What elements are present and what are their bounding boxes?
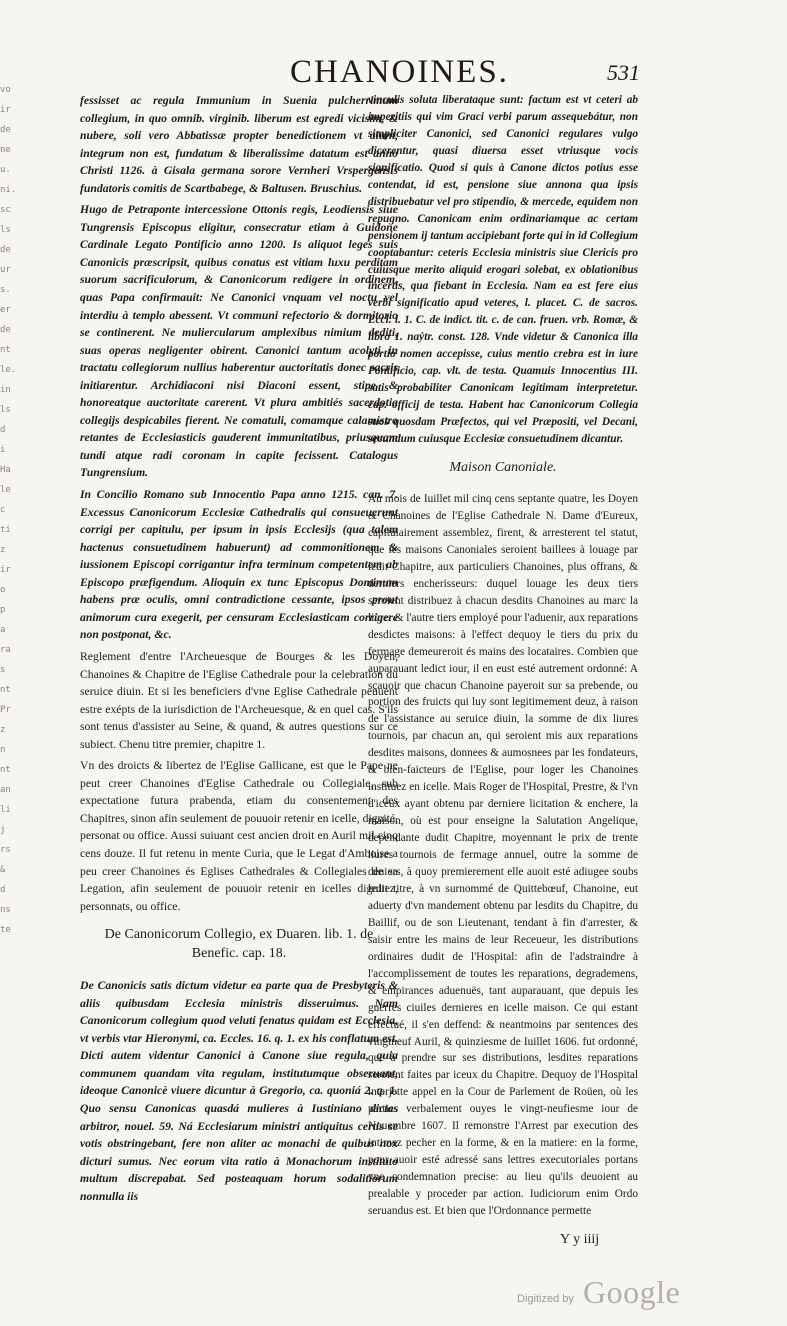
left-column (80, 92, 398, 1209)
gutter-fragment: ra (0, 645, 11, 655)
page-number: 531 (607, 60, 640, 85)
left-paragraph-3: In Concilio Romano sub Innocentio Papa anno 1215. can. 7. Excessus Canonicorum Ecclesiæ Cathedralis qui consueuerunt corrigi per capitulu, per ipsum in ipsis Ecclesijs (qua talem hactenus consuetudinem habuerunt) ad commonitionem & iussionem Episcopi corrigantur infra terminum competentem ab Episcopo præfigendum. Alioquin ex tunc Episcopus Dominum habens præ oculis, omni contradictione cessante, ipsos prout animorum cura exegerit, per censuram Ecclesiasticam corrigere non postponat, &c. (80, 488, 398, 642)
gutter-fragment: de (0, 125, 11, 135)
gutter-fragment: ti (0, 525, 11, 535)
signature-mark: Y y iiij (560, 1232, 600, 1247)
gutter-fragment: z (0, 725, 6, 735)
gutter-fragment: d (0, 885, 6, 895)
section-heading-canonicorum: De Canonicorum Collegio, ex Duaren. lib. 1. de Benefic. cap. 18. (104, 927, 374, 962)
gutter-fragment: n (0, 745, 6, 755)
gutter-fragment: sc (0, 205, 11, 215)
right-column (368, 92, 638, 1224)
gutter-fragment: c (0, 505, 6, 515)
gutter-fragment: ls (0, 405, 11, 415)
gutter-fragment: ns (0, 905, 11, 915)
gutter-fragment: li (0, 805, 11, 815)
gutter-fragment: de (0, 245, 11, 255)
gutter-fragment: u. (0, 165, 11, 175)
gutter-fragment: er (0, 305, 11, 315)
running-title: CHANOINES. (290, 54, 509, 90)
gutter-fragment: de (0, 325, 11, 335)
gutter-fragment: s (0, 665, 6, 675)
left-paragraph-2: Hugo de Petraponte intercessione Ottonis regis, Leodiensis siue Tungrensis Episcopus eligitur, consecratur etiam à Guidone Cardinale Legato Pontificio anno 1200. Is aliquot leges suis Canonicis præscripsit, quibus conatus est vitiam luxu perditam suorum sacrificulorum, & Canonicorum redigere in ordinem, quas Papa confirmauit: Ne Canonici vnquam vel noctu vel interdiu à templo abessent. Vt communi refectorio & dormitorio se continerent. Ne muliercularum amplexibus nimium dediti, suas operas negligenter obirent. Canonici tantum acolyti in tractatu collegiorum nullius haberentur auctoritatis donec sacris initiarentur. Archidiaconi nisi Diaconi essent, stipe & honoreatque auctoritate carerent. Vt plura ambitiés sacerdotia collegijs despicabiles fierent. Ne comatuli, comamque calamistro retantes de Ecclesiasticis gauderent immunitatibus, priusquam tundi atque radi coronam in capite fecissent. Catalogus Tungrensium. (80, 203, 398, 480)
section-heading-maison-canoniale: Maison Canoniale. (449, 460, 557, 476)
gutter-fragment: te (0, 925, 11, 935)
gutter-fragment: o (0, 585, 6, 595)
left-paragraph-4: Reglement d'entre l'Archeuesque de Bourges & les Doyen, Chanoines & Chapitre de l'Eglise Cathedrale pour la celebration du seruice diuin. Et si les beneficiers d'vne Eglise Cathedrale peuuent estre exépts de la iurisdiction de l'Archeuesque, & en quel cas. S'ils sont tenus d'assister au Seine, & quand, & autres questions sur ce subiect. Chenu titre premier, chapitre 1. (80, 649, 398, 751)
gutter-fragment: ne (0, 145, 11, 155)
right-paragraph-2: Au mois de Iuillet mil cinq cens septante quatre, les Doyen & Chanoines de l'Eglise Cathedrale N. Dame d'Eureux, capitulairement assemblez, firent, & arresterent tel statut, que les maisons Canoniales seroient baillees à louage par ledit Chapitre, aux particuliers Chanoines, plus offrans, & derniers encherisseurs: duquel louage les deux tiers seroient distribuez à chacun desdits Chanoines au marc la liure: & l'autre tiers employé pour l'aduenir, aux reparations desdictes maisons: à l'effect dequoy le tiers du prix du fermage demeureroit és mains des locataires. Combien que auparauant ledict iour, il en eust esté autrement ordonné: A sçauoir que chacun Chanoine payeroit sur sa prebende, ou portion des fruicts qui luy sont legitimement deuz, à raison de l'assistance au seruice diuin, la somme de dix liures tournois, par chacun an, qui seroient mis aux reparations desdites maisons, donnees & aumosnees par les fondateurs, & bien-faicteurs de l'Eglise, pour loger les Chanoines instituez en icelle. Mais Roger de l'Hospital, Prestre, & l'vn d'iceux ayant obtenu par derniere licitation & enchere, la maison, où est pour enseigne la Salutation Angelique, dependante dudit Chapitre, moyennant le prix de trente liures tournois de fermage annuel, outre la somme de deniers, à quoy premierement elle auoit esté adiugee soubs ledit titre, à vn surnommé de Quittebœuf, Chanoine, eut aduerty d'vn mandement obtenu par lesdits du Chapitre, du Baillif, ou de son Lieutenant, tendant à fin d'arrester, & saisir entre les mains de leur Receueur, les distributions ordinaires dudit de l'Hospital: afin de l'adstraindre à l'accomplissement de toutes les reparations, degrademens, & empirances aduenuës, tant auparauant, que depuis les guerres ciuiles dernieres en icelle maison. Ce qui estant effectué, il s'en deffend: & neantmoins par sentences des vingtneuf Auril, & quinziesme de Iuillet 1606. fut ordonné, que à prendre sur ses distributions, lesdites reparations seroient faites par iceux du Chapitre. Dequoy de l'Hospital interjette appel en la Cour de Parlement de Roüen, où les parties verbalement ouyes le vingt-neufiesme iour de Nouembre 1607. Il remonstre l'Arrest par execution des intimez pecher en la forme, & en la matiere: en la forme, pour auoir esté adressé sans lettres executoriales portans vne condemnation precise: au lieu qu'ils deuoient au prealable y proceder par action. Iudiciorum enim Ordo seruandus est. Et bien que l'Ordonnance permette (368, 493, 638, 1218)
right-paragraph-1: vinculis soluta liberataque sunt: factum est vt ceteri ab imperitiis qui vim Graci verbi parum assequebátur, non simpliciter Canonici, sed Canonici regulares vulgo dicerentur, quasi diuersa esset vtriusque vocis significatio. Quod si quis à Canone dictos potius esse contendat, id est, pensione siue annona qua ipsis distribuebatur vel pro stipendio, & mercede, equidem non repugno. Canonicam enim ordinariamque ac certam pensionem ij tantum accipiebant forte qui in id Collegium cooptabantur: ceteris Ecclesia ministris siue Clericis pro cuiusque merito aliquid erogari solebat, ex oblationibus incertis, qua fiebant in Ecclesia. Nam ea est fere eius verbi significatio apud veteres, l. placet. C. de sacros. Eccl. l. 1. C. de indict. tit. c. de can. fruen. vrb. Romæ, & libro 1. naẏtr. const. 128. Vnde videtur & Canonica illa portio nomen accepisse, cuius mentio crebra est in iure Pontificio, cap. vlt. de testa. Quamuis Innocentius III. satis probabiliter Canonicam legitimam interpretetur. cap. officij de testa. Habent hac Canonicorum Collegia suos quosdam Præfectos, qui vel Præpositi, vel Decani, secundum cuiusque Ecclesiæ consuetudinem dicantur. (368, 94, 638, 446)
left-paragraph-6: De Canonicis satis dictum videtur ea parte qua de Presbyteris & aliis quibusdam Ecclesia ministris disseruimus. Nam Canonicorum collegium quod veluti fenatus quidam est Ecclesia, vt verbis vtar Hieronymi, ca. Eccles. 16. q. 1. ex his conflatum est. Dicti autem videntur Canonici à Canone siue regula, quia communem quandam vita regulam, institutumque obseruant, ideoque Canonicè viuere dicuntur à Gregorio, ca. quoniá 2. q. 1. Quo sensu Canonicas quasdá mulieres à Iustiniano dictas arbitror, nouel. 59. Ná Ecclesiarum ministri antiquitus certis se votis obstringebant, fere non aliter ac monachi de quibus nox dicturi sumus. Nec eorum vita ratio à Monachorum instituto multum discrepabat. Sed posteaquam horum sodalitiorum nonnulla iis (80, 979, 398, 1203)
gutter-fragment: p (0, 605, 6, 615)
gutter-fragment: s. (0, 285, 11, 295)
gutter-fragment: ls (0, 225, 11, 235)
gutter-fragment: ur (0, 265, 11, 275)
gutter-fragment: d (0, 425, 6, 435)
gutter-fragment: j (0, 825, 6, 835)
gutter-fragment: in (0, 385, 11, 395)
watermark-brand: Google (583, 1274, 681, 1310)
gutter-fragment: vo (0, 85, 11, 95)
gutter-fragment: ir (0, 565, 11, 575)
gutter-fragment: Pr (0, 705, 11, 715)
gutter-fragment: Ha (0, 465, 11, 475)
left-paragraph-1: fessisset ac regula Immunium in Suenia pulcherrimum collegium, in quo omnib. virginib. liberum est egredi vicisim, & nubere, soli vero Abbatissæ propter benedictionem vt aiunt, integrum non est, fundatum & liberalissime datatum est anno Christi 1126. à Gisala germana sorore Vernheri Vrspergensis fundatoris comitis de Scartbabege, & Baltusen. Bruschius. (80, 94, 398, 195)
gutter-fragment: rs (0, 845, 11, 855)
gutter-fragment: i (0, 445, 6, 455)
gutter-fragment: an (0, 785, 11, 795)
gutter-fragment: a (0, 625, 6, 635)
gutter-fragment: ir (0, 105, 11, 115)
gutter-fragment: nt (0, 685, 11, 695)
watermark-prefix: Digitized by (517, 1293, 574, 1305)
gutter-fragment: nt (0, 345, 11, 355)
gutter-fragment: ni. (0, 185, 17, 195)
gutter-margin-fragments (0, 80, 26, 940)
gutter-fragment: & (0, 865, 6, 875)
gutter-fragment: z (0, 545, 6, 555)
gutter-fragment: le. (0, 365, 17, 375)
gutter-fragment: le (0, 485, 11, 495)
google-watermark (517, 1274, 717, 1320)
left-paragraph-5: Vn des droicts & libertez de l'Eglise Gallicane, est que le Pape ne peut creer Chanoines d'Eglise Cathedrale ou Collegiale, sub expectatione futura prabenda, etiam du consentement des Chapitres, sinon afin seulement de pouuoir retenir en icelle, dignité, personat ou office. Aussi suiuant cest ancien droit en Auril mil cinq cens douze. Il fut retenu in mente Curia, que le Legat d'Amboise a peu creer Chanoines és Eglises Cathedrales & Collegiales de sa Legation, afin seulement de pouuoir retenir en icelles dignitez, personnats, ou office. (80, 759, 398, 913)
gutter-fragment: nt (0, 765, 11, 775)
page-header (80, 54, 640, 90)
